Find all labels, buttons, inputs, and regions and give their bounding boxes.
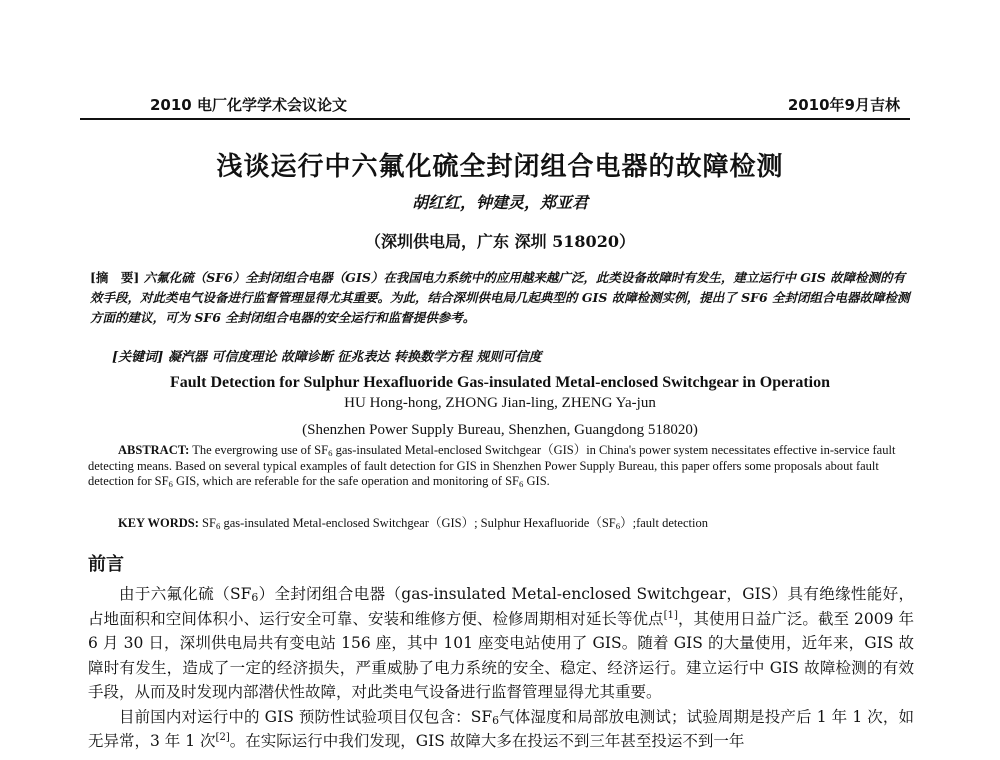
keywords-chinese <box>112 346 912 365</box>
abstract-english <box>88 443 910 490</box>
body-text-run: 目前国内对运行中的 GIS 预防性试验项目仅包含：SF <box>119 707 493 726</box>
citation-reference: [1] <box>663 609 678 621</box>
title-chinese: 浅谈运行中六氟化硫全封闭组合电器的故障检测 <box>216 152 784 182</box>
abstract-english-text: The evergrowing use of SF <box>189 443 329 457</box>
subscript: 6 <box>328 447 333 458</box>
subscript: 6 <box>215 520 221 531</box>
body-text-run: ）全封闭组合电器（gas-insulated Metal-enclosed Switchgear，GIS）具有绝缘性能好，占地面积和空间体积小、运行安全可靠、安装和维修方便、检修周期相对延长等优点 <box>88 585 914 628</box>
abstract-english-text: gas-insulated Metal-enclosed Switchgear（GIS）in China's power system necessitates effective in-service fault detecting means. Based on several typical examples of fault detection for GIS in Shenzhen Power Supply Bureau, this paper offers some proposals about fault detection for SF <box>88 443 896 488</box>
keywords-english-text: ）;fault detection <box>620 516 708 530</box>
abstract-chinese-label: [摘 要] <box>90 270 140 285</box>
abstract-english-text: GIS, which are referable for the safe operation and monitoring of SF <box>172 474 519 488</box>
keywords-english-text: gas-insulated Metal-enclosed Switchgear（GIS）; Sulphur Hexafluoride（SF <box>220 516 616 530</box>
subscript: 6 <box>251 591 259 605</box>
abstract-english-text: GIS. <box>523 474 550 488</box>
running-header <box>80 92 910 120</box>
body-paragraph <box>88 705 914 754</box>
abstract-chinese <box>90 268 910 328</box>
affiliation-english: (Shenzhen Power Supply Bureau, Shenzhen, Guangdong 518020) <box>302 422 698 438</box>
header-date: 2010年9月吉林 <box>787 96 900 114</box>
header-rule <box>80 118 910 120</box>
keywords-chinese-text: 凝汽器 可信度理论 故障诊断 征兆表达 转换数学方程 规则可信度 <box>163 350 542 365</box>
subscript: 6 <box>492 713 500 727</box>
abstract-english-label: ABSTRACT: <box>118 443 190 457</box>
authors-english: HU Hong-hong, ZHONG Jian-ling, ZHENG Ya-jun <box>344 395 656 411</box>
keywords-chinese-label: [关键词] <box>112 350 164 365</box>
section-heading-introduction: 前言 <box>88 554 124 575</box>
keywords-english-label: KEY WORDS: <box>118 516 199 530</box>
subscript: 6 <box>615 520 621 531</box>
authors-chinese: 胡红红，钟建灵，郑亚君 <box>411 193 588 212</box>
subscript: 6 <box>168 478 173 489</box>
affiliation-chinese: （深圳供电局，广东 深圳 518020） <box>365 232 635 251</box>
subscript: 6 <box>519 478 524 489</box>
citation-reference: [2] <box>215 731 230 743</box>
body-text-run: ，其使用日益广泛。截至 2009 年 6 月 30 日，深圳供电局共有变电站 156 座，其中 101 座变电站使用了 GIS。随着 GIS 的大量使用，近年来，GIS 故障时有发生，造成了一定的经济损失，严重威胁了电力系统的安全、稳定、经济运行。建立运行中 GIS 故障检测的有效手段，从而及时发现内部潜伏性故障，对此类电气设备进行监督管理显得尤其重要。 <box>88 609 914 701</box>
keywords-english-text: SF <box>198 516 216 530</box>
keywords-english <box>118 513 918 531</box>
body-text <box>88 582 914 754</box>
abstract-chinese-text: 六氟化硫（SF6）全封闭组合电器（GIS）在我国电力系统中的应用越来越广泛，此类设备故障时有发生，建立运行中 GIS 故障检测的有效手段，对此类电气设备进行监督管理显得尤其重要。为此，结合深圳供电局几起典型的 GIS 故障检测实例，提出了 SF6 全封闭组合电器故障检测方面的建议，可为 SF6 全封闭组合电器的安全运行和监督提供参考。 <box>90 270 910 325</box>
body-text-run: 气体湿度和局部放电测试；试验周期是投产后 1 年 1 次，如无异常，3 年 1 次 <box>88 707 914 750</box>
body-paragraph <box>88 582 914 705</box>
header-conference: 2010 电厂化学学术会议论文 <box>150 96 347 114</box>
body-text-run: 。在实际运行中我们发现，GIS 故障大多在投运不到三年甚至投运不到一年 <box>229 732 745 750</box>
body-text-run: 由于六氟化硫（SF <box>119 585 252 603</box>
title-english: Fault Detection for Sulphur Hexafluoride Gas-insulated Metal-enclosed Switchgear in Operation <box>170 374 830 391</box>
